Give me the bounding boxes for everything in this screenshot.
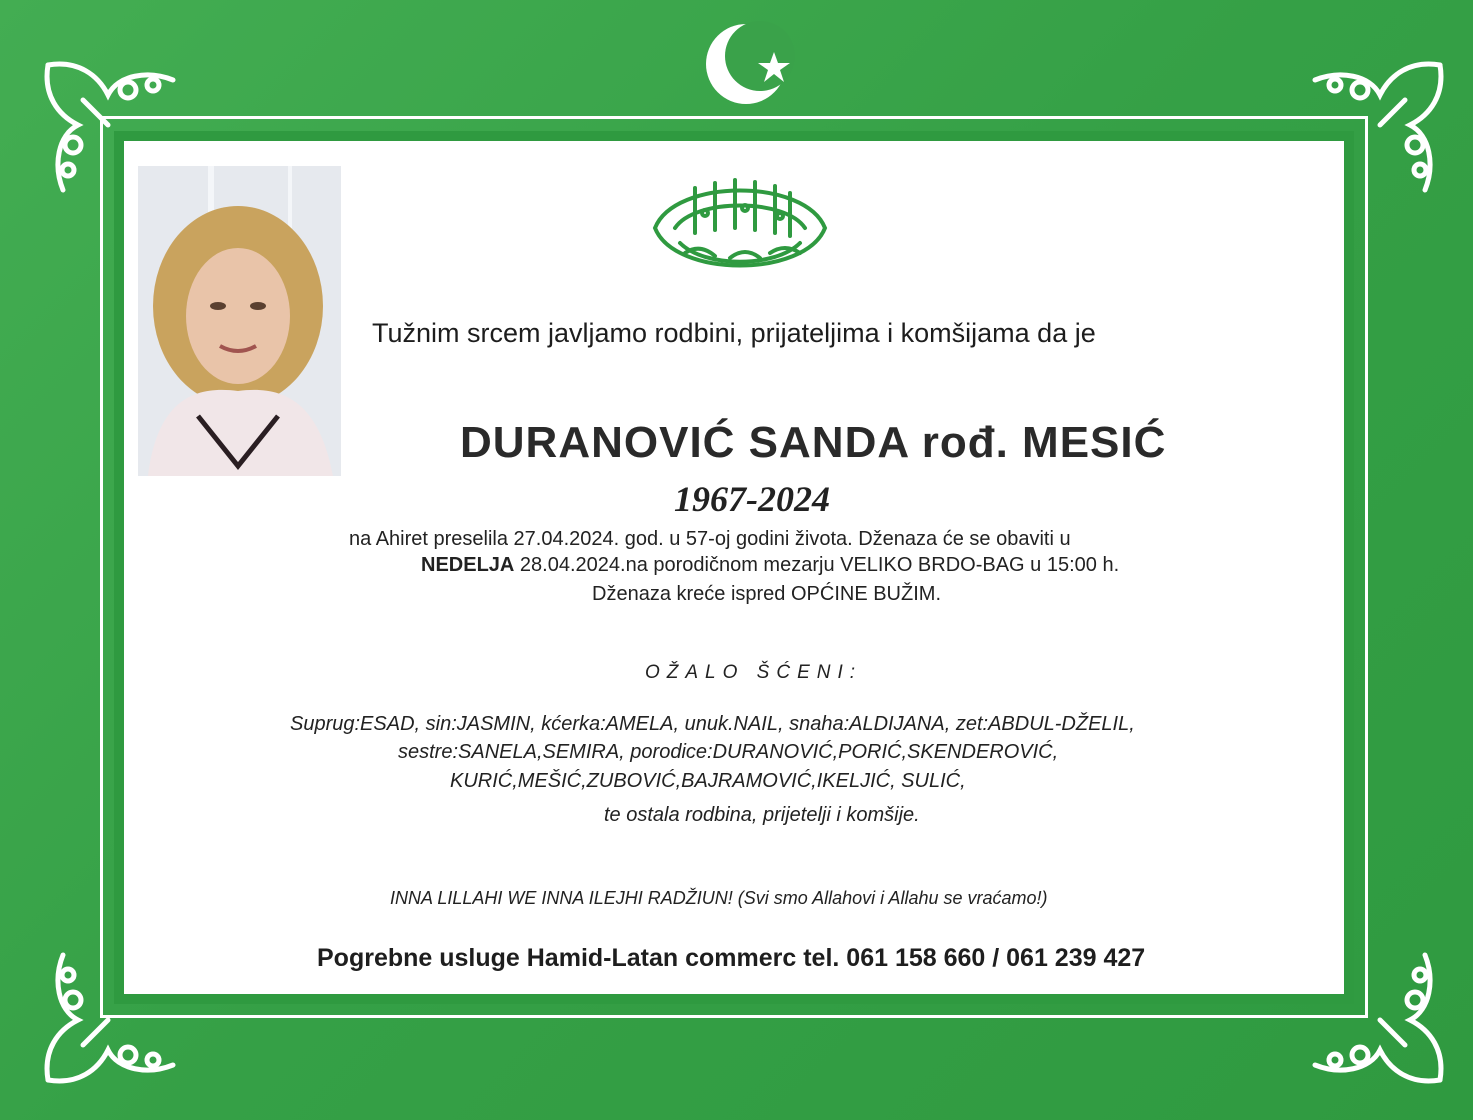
details-line-3: Dženaza kreće ispred OPĆINE BUŽIM. xyxy=(592,583,941,605)
deceased-name: DURANOVIĆ SANDA rođ. MESIĆ xyxy=(460,418,1167,467)
mourners-line: KURIĆ,MEŠIĆ,ZUBOVIĆ,BAJRAMOVIĆ,IKELJIĆ, SULIĆ, xyxy=(450,770,966,792)
details-line-2 xyxy=(421,554,1119,577)
crescent-star-icon xyxy=(698,12,808,112)
mourners-line: Suprug:ESAD, sin:JASMIN, kćerka:AMELA, unuk.NAIL, snaha:ALDIJANA, zet:ABDUL-DŽELIL, xyxy=(290,713,1135,735)
calligraphy-emblem xyxy=(635,158,845,298)
funeral-service-contact: Pogrebne usluge Hamid-Latan commerc tel. 061 158 660 / 061 239 427 xyxy=(317,944,1146,972)
details-line-1: na Ahiret preselila 27.04.2024. god. u 57-oj godini života. Dženaza će se obaviti u xyxy=(349,528,1071,550)
closing-prayer: INNA LILLAHI WE INNA ILEJHI RADŽIUN! (Svi smo Allahovi i Allahu se vraćamo!) xyxy=(390,888,1048,908)
mourners-line: te ostala rodbina, prijetelji i komšije. xyxy=(604,804,920,826)
mourners-heading: OŽALO ŠĆENI: xyxy=(645,662,863,683)
intro-text: Tužnim srcem javljamo rodbini, prijateljima i komšijama da je xyxy=(372,318,1096,348)
mourners-line: sestre:SANELA,SEMIRA, porodice:DURANOVIĆ,PORIĆ,SKENDEROVIĆ, xyxy=(398,741,1059,763)
funeral-place-time: 28.04.2024.na porodičnom mezarju VELIKO BRDO-BAG u 15:00 h. xyxy=(514,554,1120,576)
funeral-day: NEDELJA xyxy=(421,554,515,576)
portrait-photo xyxy=(138,166,341,476)
life-years: 1967-2024 xyxy=(674,479,830,519)
